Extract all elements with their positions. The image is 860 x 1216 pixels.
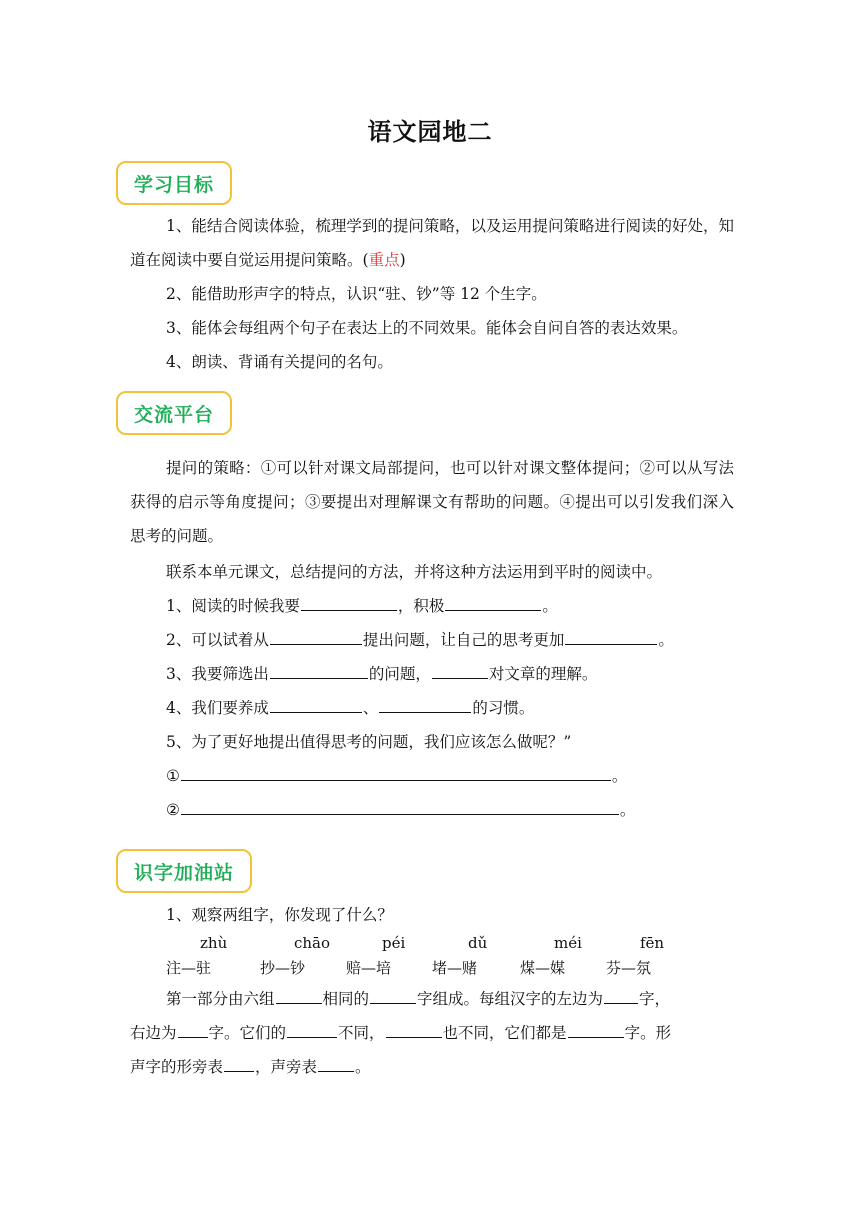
- answer-blank[interactable]: [181, 763, 611, 781]
- pinyin-label: dǔ: [468, 934, 488, 952]
- answer-line-end: 。: [611, 767, 628, 785]
- answer-blank[interactable]: [270, 661, 368, 679]
- question-3-text-a: 3、我要筛选出: [166, 665, 269, 683]
- answer-blank[interactable]: [181, 797, 619, 815]
- pinyin-label: péi: [382, 934, 406, 952]
- literacy-text: 字，: [639, 990, 671, 1008]
- answer-blank[interactable]: [301, 593, 397, 611]
- goal-item-1-close: ): [399, 251, 406, 269]
- key-point-label: 重点: [368, 251, 400, 269]
- literacy-text: 字。形: [624, 1024, 672, 1042]
- answer-blank[interactable]: [270, 695, 362, 713]
- literacy-text: 不同，: [338, 1024, 385, 1042]
- question-1-text-c: 。: [542, 597, 558, 615]
- answer-blank[interactable]: [386, 1020, 442, 1038]
- literacy-fill-line-2: [130, 1016, 671, 1050]
- question-4-text-c: 的习惯。: [472, 699, 535, 717]
- question-3: [166, 657, 597, 691]
- answer-line-1: [166, 759, 627, 793]
- answer-blank[interactable]: [565, 627, 657, 645]
- character-pair: 煤—媒: [520, 959, 566, 977]
- character-pair: 芬—氛: [606, 959, 652, 977]
- literacy-text: 字。它们的: [208, 1024, 287, 1042]
- literacy-text: 相同的: [322, 990, 370, 1008]
- answer-line-2: [166, 793, 635, 827]
- goal-item-2: 2、能借助形声字的特点，认识“驻、钞”等 12 个生字。: [166, 285, 547, 303]
- goal-item-4: 4、朗读、背诵有关提问的名句。: [166, 353, 393, 371]
- question-5: 5、为了更好地提出值得思考的问题，我们应该怎么做呢？”: [166, 733, 572, 751]
- question-2-text-a: 2、可以试着从: [166, 631, 269, 649]
- literacy-question-1: 1、观察两组字，你发现了什么？: [166, 906, 393, 924]
- pinyin-label: fēn: [640, 934, 665, 952]
- character-pair: 注—驻: [166, 959, 212, 977]
- question-2-text-b: 提出问题，让自己的思考更加: [362, 631, 565, 649]
- question-4-text-b: 、: [362, 699, 379, 717]
- literacy-text: ，声旁表: [255, 1058, 318, 1076]
- question-4-text-a: 4、我们要养成: [166, 699, 269, 717]
- section-heading-exchange: 交流平台: [116, 391, 232, 435]
- pinyin-label: méi: [554, 934, 582, 952]
- character-pair: 抄—钞: [260, 959, 306, 977]
- literacy-fill-line-1: [166, 982, 670, 1016]
- section-heading-literacy: 识字加油站: [116, 849, 252, 893]
- answer-blank[interactable]: [318, 1054, 354, 1072]
- answer-blank[interactable]: [370, 986, 416, 1004]
- literacy-text: 也不同，它们都是: [442, 1024, 567, 1042]
- answer-blank[interactable]: [178, 1020, 208, 1038]
- answer-blank[interactable]: [568, 1020, 624, 1038]
- question-3-text-b: 的问题，: [368, 665, 431, 683]
- answer-blank[interactable]: [224, 1054, 254, 1072]
- goal-item-3: 3、能体会每组两个句子在表达上的不同效果。能体会自问自答的表达效果。: [166, 319, 688, 337]
- literacy-text: 第一部分由六组: [166, 990, 275, 1008]
- answer-blank[interactable]: [276, 986, 322, 1004]
- answer-blank[interactable]: [379, 695, 471, 713]
- question-1-text-b: ，积极: [397, 597, 445, 615]
- answer-blank[interactable]: [287, 1020, 337, 1038]
- question-1-text-a: 1、阅读的时候我要: [166, 597, 300, 615]
- literacy-text: 。: [355, 1058, 371, 1076]
- question-2-text-c: 。: [658, 631, 674, 649]
- goal-item-1: [130, 209, 734, 277]
- literacy-text: 字组成。每组汉字的左边为: [417, 990, 604, 1008]
- literacy-text: 声字的形旁表: [130, 1058, 224, 1076]
- answer-blank[interactable]: [270, 627, 362, 645]
- literacy-fill-line-3: [130, 1050, 371, 1084]
- section-heading-goals: 学习目标: [116, 161, 232, 205]
- question-3-text-c: 对文章的理解。: [488, 665, 598, 683]
- pinyin-label: chāo: [294, 934, 331, 952]
- answer-blank[interactable]: [432, 661, 488, 679]
- page-title: 语文园地二: [367, 118, 493, 146]
- question-1: [166, 589, 558, 623]
- character-pair: 赔—培: [346, 959, 392, 977]
- goal-item-1-text: 1、能结合阅读体验，梳理学到的提问策略，以及运用提问策略进行阅读的好处，知道在阅读中要自觉运用提问策略。(: [130, 217, 734, 269]
- character-pair: 堵—赌: [432, 959, 478, 977]
- circled-two-label: ②: [166, 801, 180, 819]
- answer-line-end: 。: [619, 801, 636, 819]
- pinyin-label: zhù: [200, 934, 228, 952]
- exchange-task: 联系本单元课文，总结提问的方法，并将这种方法运用到平时的阅读中。: [166, 563, 663, 581]
- strategy-intro: 提问的策略：①可以针对课文局部提问，也可以针对课文整体提问；②可以从写法获得的启示等角度提问；③要提出对理解课文有帮助的问题。④提出可以引发我们深入思考的问题。: [130, 459, 734, 545]
- answer-blank[interactable]: [604, 986, 638, 1004]
- circled-one-label: ①: [166, 767, 180, 785]
- question-2: [166, 623, 674, 657]
- question-4: [166, 691, 534, 725]
- literacy-text: 右边为: [130, 1024, 177, 1042]
- answer-blank[interactable]: [445, 593, 541, 611]
